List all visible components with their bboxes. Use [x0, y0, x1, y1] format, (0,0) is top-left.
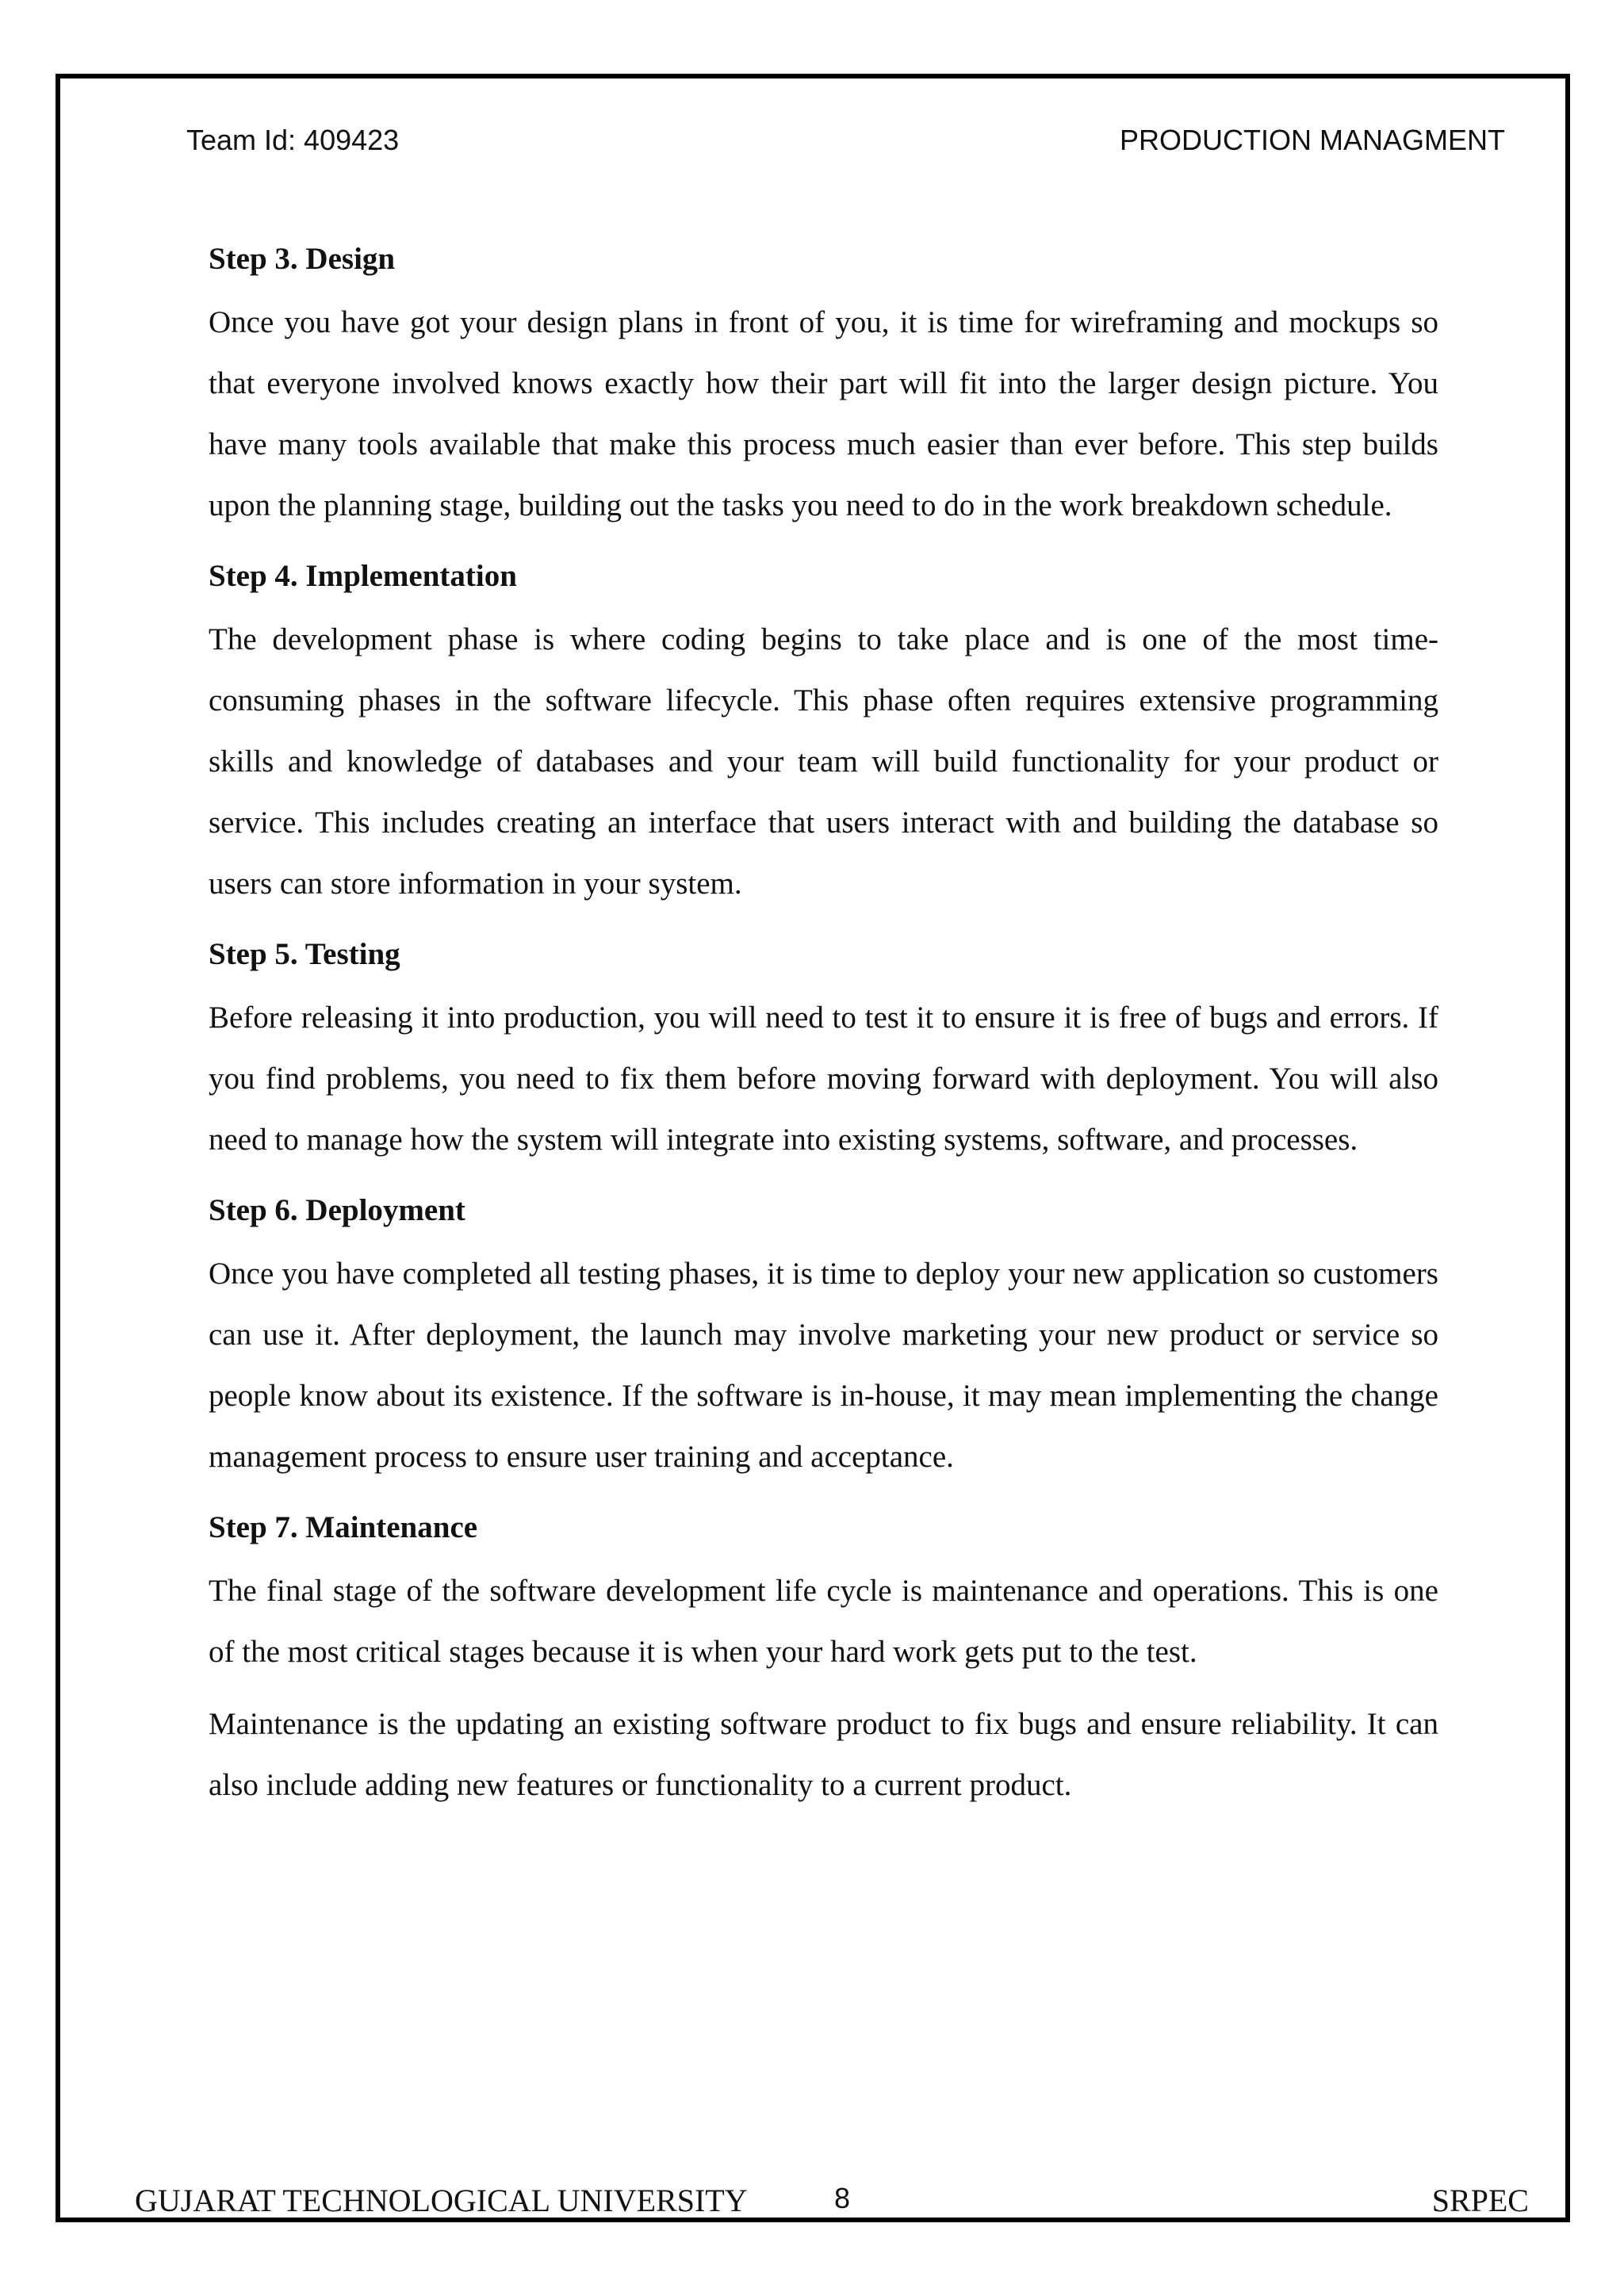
section-paragraph: Before releasing it into production, you will need to test it to ensure it is free of bugs and errors. If you find problems, you need to fix them before moving forward with deployment. You will also need to manage how the system will integrate into existing systems, software, and processes.: [209, 1001, 1438, 1157]
section-testing: [209, 932, 1438, 1170]
section-paragraph: Maintenance is the updating an existing software product to fix bugs and ensure reliability. It can also include adding new features or functionality to a current product.: [209, 1707, 1438, 1802]
section-paragraph: The development phase is where coding begins to take place and is one of the most time-consuming phases in the software lifecycle. This phase often requires extensive programming skills and knowledge of databases and your team will build functionality for your product or service. This includes creating an interface that users interact with and building the database so users can store information in your system.: [209, 622, 1438, 901]
section-heading: Step 6. Deployment: [209, 1193, 465, 1227]
document-title: PRODUCTION MANAGMENT: [1120, 124, 1505, 156]
page-number: 8: [834, 2182, 851, 2214]
section-paragraph: The final stage of the software development life cycle is maintenance and operations. This is one of the most critical stages because it is when your hard work gets put to the test.: [209, 1574, 1438, 1669]
section-heading: Step 7. Maintenance: [209, 1510, 478, 1544]
section-implementation: [209, 553, 1438, 914]
team-id: Team Id: 409423: [186, 124, 400, 156]
page-content: [209, 236, 1438, 1833]
section-design: [209, 236, 1438, 536]
section-heading: Step 4. Implementation: [209, 559, 517, 593]
footer-university: GUJARAT TECHNOLOGICAL UNIVERSITY: [135, 2183, 748, 2218]
section-paragraph: Once you have got your design plans in front of you, it is time for wireframing and mockups so that everyone involved knows exactly how their part will fit into the larger design picture. You have many tools available that make this process much easier than ever before. This step builds upon the planning stage, building out the tasks you need to do in the work breakdown schedule.: [209, 305, 1438, 522]
footer-college: SRPEC: [1431, 2183, 1529, 2218]
section-heading: Step 3. Design: [209, 242, 396, 276]
section-deployment: [209, 1188, 1438, 1487]
section-heading: Step 5. Testing: [209, 937, 400, 971]
section-paragraph: Once you have completed all testing phases, it is time to deploy your new application so customers can use it. After deployment, the launch may involve marketing your new product or service so people know about its existence. If the software is in-house, it may mean implementing the change management process to ensure user training and acceptance.: [209, 1257, 1438, 1474]
section-maintenance: [209, 1505, 1438, 1816]
